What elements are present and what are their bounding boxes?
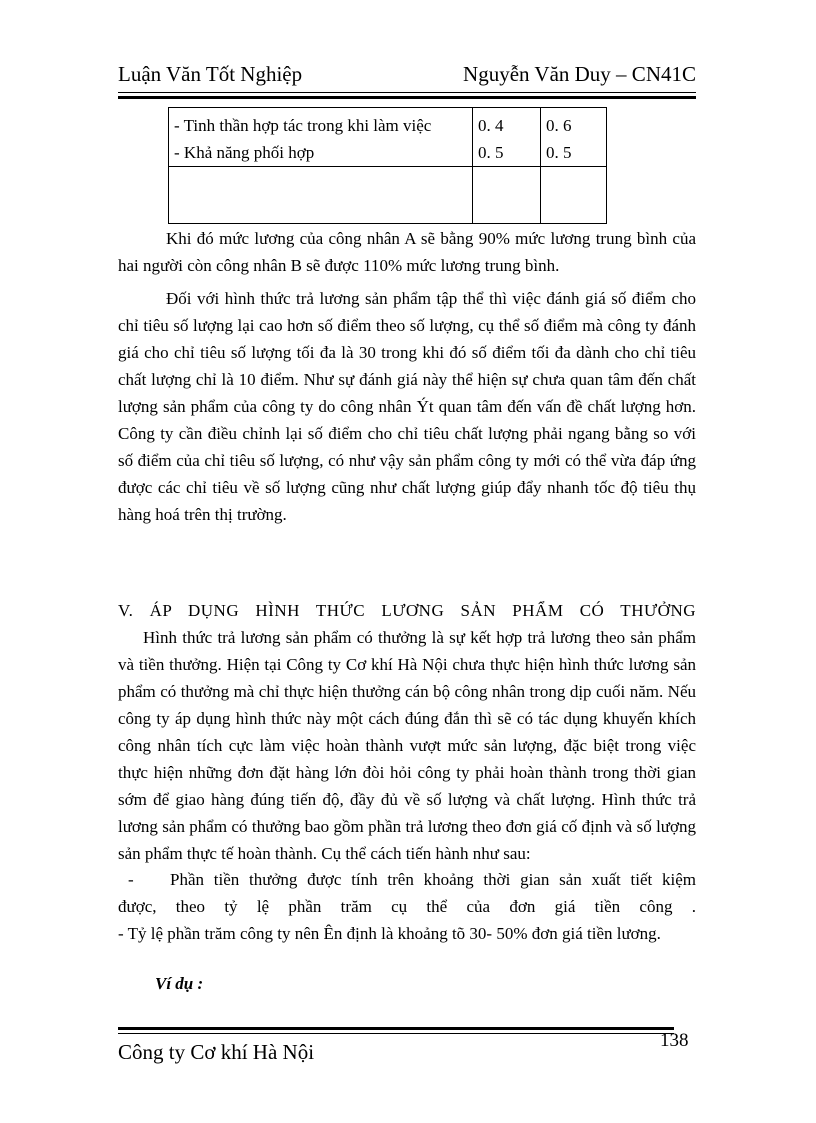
footer-company: Công ty Cơ khí Hà Nội	[118, 1040, 315, 1064]
table-cell-empty	[473, 167, 541, 224]
footer-rule-thin	[118, 1033, 674, 1034]
page-number: 138	[660, 1030, 689, 1051]
bullet-dash: -	[128, 870, 134, 889]
example-label: Ví dụ :	[155, 974, 204, 993]
worker-b-cooperation: 0. 6	[546, 116, 572, 135]
criteria-coordination: - Khả năng phối hợp	[174, 143, 315, 162]
header-rule-thick	[118, 96, 696, 99]
section-heading: V. ÁP DỤNG HÌNH THỨC LƯƠNG SẢN PHẨM CÓ THƯỞNG	[118, 601, 696, 620]
evaluation-table	[168, 107, 607, 224]
table-cell-criteria	[169, 108, 473, 167]
table-cell-worker-a	[473, 108, 541, 167]
footer-rule-thick	[118, 1027, 674, 1030]
bullet-line-1: Phần tiền thưởng được tính trên khoảng thời gian sản xuất tiết kiệm	[170, 870, 696, 889]
table-row	[169, 108, 607, 167]
worker-a-coordination: 0. 5	[478, 143, 504, 162]
worker-a-cooperation: 0. 4	[478, 116, 504, 135]
page-header	[118, 62, 696, 90]
table-cell-worker-b	[541, 108, 607, 167]
header-rule-thin	[118, 92, 696, 93]
paragraph-salary-result: Khi đó mức lương của công nhân A sẽ bằng 90% mức lương trung bình của hai người còn công nhân B sẽ được 110% mức lương trung bình.	[118, 229, 696, 275]
paragraph-rate-note: - Tỷ lệ phần trăm công ty nên Ên định là khoảng tõ 30- 50% đơn giá tiền lương.	[118, 924, 661, 943]
criteria-cooperation: - Tinh thần hợp tác trong khi làm việc	[174, 116, 432, 135]
header-author: Nguyễn Văn Duy – CN41C	[463, 62, 696, 86]
table-row-empty	[169, 167, 607, 224]
header-thesis-title: Luận Văn Tốt Nghiệp	[118, 62, 303, 86]
paragraph-bonus-wage: Hình thức trả lương sản phẩm có thưởng là sự kết hợp trả lương theo sản phẩm và tiền thưởng. Hiện tại Công ty Cơ khí Hà Nội chưa thực hiện hình thức lương sản phẩm có thưởng mà chỉ thực hiện thưởng cán bộ công nhân trong dịp cuối năm. Nếu công ty áp dụng hình thức này một cách đúng đắn thì sẽ có tác dụng khuyến khích công nhân tích cực làm việc hoàn thành vượt mức sản lượng, đặc biệt trong việc thực hiện những đơn đặt hàng lớn đòi hỏi công ty phải hoàn thành trong thời gian sớm để giao hàng đúng tiến độ, đầy đủ về số lượng và chất lượng. Hình thức trả lương sản phẩm có thưởng bao gồm phần trả lương theo đơn giá cố định và số lượng sản phẩm thực tế hoàn thành. Cụ thể cách tiến hành như sau:	[118, 628, 696, 863]
paragraph-collective-evaluation: Đối với hình thức trả lương sản phẩm tập thể thì việc đánh giá số điểm cho chỉ tiêu số lượng lại cao hơn số điểm theo số lượng, cụ thể số điểm mà công ty đánh giá cho chỉ tiêu số lượng tối đa là 30 trong khi đó số điểm tối đa dành cho chỉ tiêu chất lượng chỉ là 10 điểm. Như sự đánh giá này thể hiện sự chưa quan tâm đến chất lượng sản phẩm của công ty do công nhân Ýt quan tâm đến vấn đề chất lượng hơn. Công ty cần điều chỉnh lại số điểm cho chỉ tiêu chất lượng phải ngang bằng so với số điểm của chỉ tiêu số lượng, có như vậy sản phẩm công ty mới có thể vừa đáp ứng được các chỉ tiêu về số lượng cũng như chất lượng giúp đẩy nhanh tốc độ tiêu thụ hàng hoá trên thị trường.	[118, 289, 696, 524]
worker-b-coordination: 0. 5	[546, 143, 572, 162]
bullet-item	[118, 866, 696, 920]
table-cell-empty	[169, 167, 473, 224]
bullet-line-2: được, theo tỷ lệ phần trăm cụ thể của đơn giá tiền công .	[118, 897, 696, 916]
table-cell-empty	[541, 167, 607, 224]
